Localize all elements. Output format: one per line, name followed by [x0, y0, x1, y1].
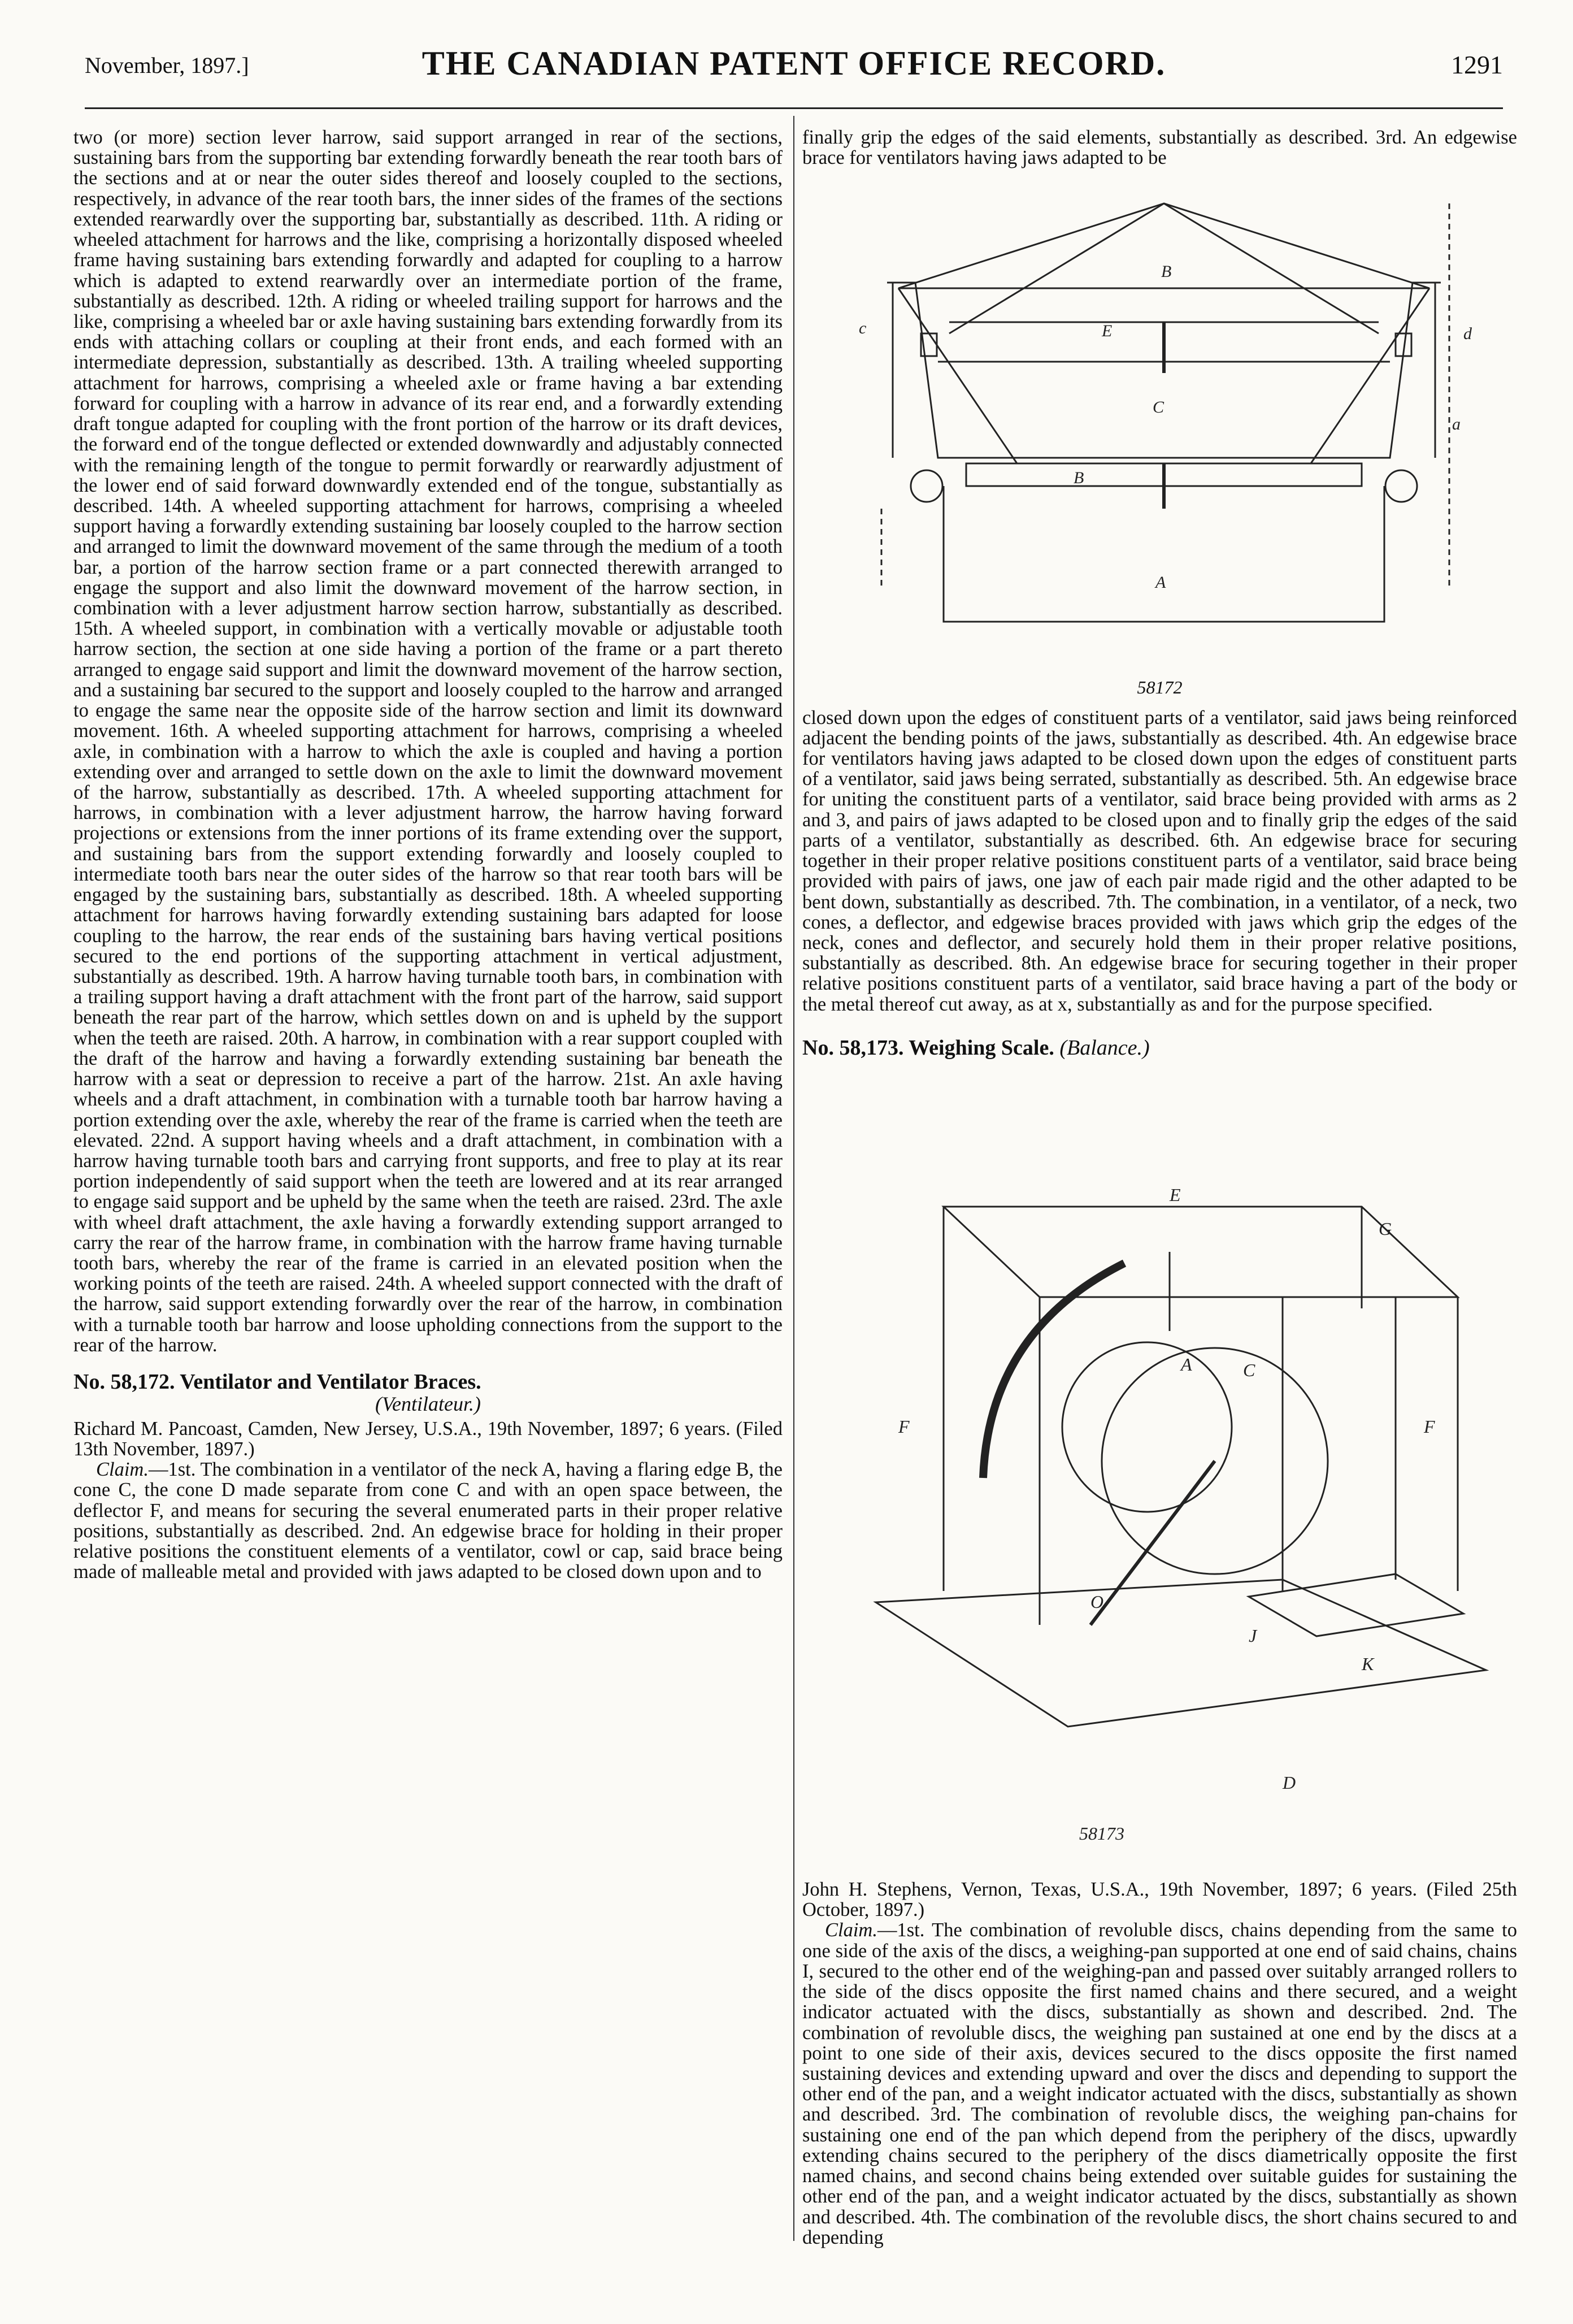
right-top-text: finally grip the edges of the said elements, substantially as described. 3rd. An edgewise brace for ventilators having jaws adapted to be	[802, 127, 1517, 169]
ventilator-figure	[836, 192, 1492, 678]
claim-paragraph-58173	[802, 1920, 1517, 2248]
patent-inventor-58172: Richard M. Pancoast, Camden, New Jersey, U.S.A., 19th November, 1897; 6 years. (Filed 13th November, 1897.)	[73, 1417, 783, 1460]
claim-paragraph-58172	[73, 1459, 783, 1582]
left-column	[73, 127, 783, 1582]
right-column-top	[802, 127, 1517, 168]
page-number: 1291	[1451, 50, 1503, 79]
svg-text:C: C	[1153, 398, 1164, 417]
patent2-subheading: (Balance.)	[1059, 1035, 1150, 1060]
svg-text:B: B	[1161, 262, 1172, 281]
svg-text:58173: 58173	[1079, 1823, 1124, 1844]
weighing-scale-drawing	[853, 1184, 1497, 1874]
svg-text:F: F	[1424, 1416, 1435, 1437]
patent2-heading: No. 58,173. Weighing Scale.	[802, 1035, 1054, 1060]
claim2-label: Claim.	[825, 1919, 877, 1941]
svg-text:a: a	[1452, 415, 1461, 433]
header-title: THE CANADIAN PATENT OFFICE RECORD.	[422, 45, 1166, 82]
ventilator-drawing	[836, 192, 1492, 678]
svg-text:c: c	[859, 319, 867, 337]
patent2-inventor: John H. Stephens, Vernon, Texas, U.S.A., 19th November, 1897; 6 years. (Filed 25th October, 1897.)	[802, 1879, 1517, 1921]
svg-text:E: E	[1102, 322, 1113, 340]
svg-text:G: G	[1379, 1219, 1392, 1239]
svg-text:D: D	[1283, 1772, 1296, 1793]
right-column-middle	[802, 678, 1517, 1060]
svg-text:O: O	[1090, 1592, 1104, 1612]
header-rule	[85, 107, 1503, 109]
svg-text:A: A	[1181, 1354, 1192, 1375]
svg-text:E: E	[1170, 1185, 1181, 1205]
svg-text:A: A	[1155, 573, 1166, 592]
patent-subheading-58172: (Ventilateur.)	[375, 1393, 481, 1416]
svg-text:K: K	[1362, 1654, 1374, 1674]
claim-label: Claim.	[96, 1459, 149, 1481]
claim-text: —1st. The combination in a ventilator of the neck A, having a flaring edge B, the cone C, the cone D made separate from cone C and with an open space between, the deflector F, and means for securing the several enumerated parts in their proper relative positions, substantially as described. 2nd. An edgewise brace for holding in their proper relative positions the constituent elements of a ventilator, cowl or cap, said brace being made of malleable metal and provided with jaws adapted to be closed down upon and to	[73, 1459, 783, 1583]
patent-heading-58173	[802, 1037, 1517, 1060]
svg-text:B: B	[1074, 469, 1084, 487]
claim2-text: —1st. The combination of revoluble discs, chains depending from the same to one side of the axis of the discs, a weighing-pan supported at one end of said chains, chains I, secured to the other end of the weighing-pan and passed over suitably arranged rollers to the side of the discs opposite the first named chains and there secured, and a weight indicator actuated with the discs, substantially as shown and described. 2nd. The combination of revoluble discs, the weighing pan sustained at one end by the discs at a point to one side of their axis, devices secured to the discs opposite the first named sustaining devices and extending upward and over the discs and depending to support the other end of the pan, and a weight indicator actuated with the discs, substantially as shown and described. 3rd. The combination of revoluble discs, the weighing pan-chains for sustaining one end of the pan which depend from the periphery of the discs, upwardly extending chains secured to the periphery of the discs diametrically opposite the first named chains, and second chains being extended over suitable guides for sustaining the other end of the pan, and a weight indicator actuated by the discs, substantially as shown and described. 4th. The combination of the revoluble discs, the short chains secured to and depending	[802, 1919, 1517, 2248]
page-header	[85, 44, 1503, 95]
svg-text:C: C	[1243, 1360, 1255, 1380]
column-divider	[793, 116, 794, 2241]
svg-text:d: d	[1463, 324, 1472, 343]
weighing-scale-figure	[853, 1184, 1497, 1874]
right-mid-text: closed down upon the edges of constituent parts of a ventilator, said jaws being reinforced adjacent the bending points of the jaws, substantially as described. 4th. An edgewise brace for ventilators having jaws adapted to be closed down upon the edges of constituent parts of a ventilator, said jaws being serrated, substantially as described. 5th. An edgewise brace for uniting the constituent parts of a ventilator, said brace being provided with arms as 2 and 3, and pairs of jaws adapted to be closed upon and to finally grip the edges of the said parts of a ventilator, substantially as described. 6th. An edgewise brace for securing together in their proper relative positions constituent parts of a ventilator, said brace being provided with pairs of jaws, one jaw of each pair made rigid and the other adapted to be bent down, substantially as described. 7th. The combination, in a ventilator, of a neck, two cones, a deflector, and edgewise braces provided with jaws which grip the edges of the neck, cones and deflector, and securely hold them in their proper relative positions, substantially as described. 8th. An edgewise brace for securing together in their proper relative positions constituent parts of a ventilator, said brace having a part of the body or the metal thereof cut away, as at x, substantially as and for the purpose specified.	[802, 706, 1517, 1015]
claims-continued-text: two (or more) section lever harrow, said support arranged in rear of the sections, sustaining bars from the supporting bar extending forwardly beneath the rear tooth bars of the sections and at or near the outer sides thereof and loosely coupled to the sections, respectively, in advance of the rear tooth bars, the inner sides of the frames of the sections extended rearwardly over the supporting bar, substantially as described. 11th. A riding or wheeled attachment for harrows and the like, comprising a horizontally disposed wheeled frame having sustaining bars extending forwardly and adapted for coupling to a harrow which is adapted to extend rearwardly over an intermediate portion of the frame, substantially as described. 12th. A riding or wheeled trailing support for harrows and the like, comprising a wheeled bar or axle having sustaining bars extending forwardly from its ends with attaching collars or coupling at their front ends, and each formed with an intermediate depression, substantially as described. 13th. A trailing wheeled supporting attachment for harrows, comprising a wheeled axle or frame having a bar extending forward for coupling with a harrow in advance of its rear end, and a forwardly extending draft tongue adapted for coupling with the front portion of the harrow or its draft devices, the forward end of the tongue deflected or extended downwardly and adjustably connected with the remaining length of the tongue to permit forwardly or rearwardly adjustment of the lower end of said forward downwardly extended end of the tongue, substantially as described. 14th. A wheeled supporting attachment for harrows, comprising a wheeled support having a forwardly extending sustaining bar loosely coupled to the harrow section and arranged to limit the downward movement of the same through the medium of a tooth bar, a portion of the harrow section frame or a part connected therewith arranged to engage the support and also limit the downward movement of the harrow section, in combination with a lever adjustment harrow section harrow, substantially as described. 15th. A wheeled support, in combination with a vertically movable or adjustable tooth harrow section, the section at one side having a portion of the frame or a part thereto arranged to engage said support and limit the downward movement of the harrow section, and a sustaining bar secured to the support and loosely coupled to the harrow and arranged to engage the same near the opposite side of the harrow section and limit its downward movement. 16th. A wheeled supporting attachment for harrows, comprising a wheeled axle, in combination with a harrow to which the axle is coupled and having a portion extending over and arranged to settle down on the axle to limit the downward movement of the harrow, substantially as described. 17th. A wheeled supporting attachment for harrows, in combination with a lever adjustment harrow, the harrow having forward projections or extensions from the inner portions of its frame extending over the support, and sustaining bars from the support extending forwardly and loosely coupled to intermediate tooth bars near the outer sides of the harrow so that rear tooth bars will be engaged by the sustaining bars, substantially as described. 18th. A wheeled supporting attachment for harrows having forwardly extending sustaining bars adapted for loose coupling to the harrow, the rear ends of the sustaining bars having vertical positions secured to the end portions of the supporting attachment in vertical adjustment, substantially as described. 19th. A harrow having turnable tooth bars, in combination with a trailing support having a draft attachment with the front part of the harrow, said support beneath the rear part of the harrow, which settles down on and is upheld by the support when the teeth are raised. 20th. A harrow, in combination with a rear support coupled with the draft of the harrow and having a forwardly extending sustaining bar beneath the harrow with a seat or depression to receive a part of the harrow. 21st. An axle having wheels and a draft attachment, in combination with a turnable tooth bar harrow having a portion extending over the axle, whereby the rear of the frame is carried when the teeth are elevated. 22nd. A support having wheels and a draft attachment, in combination with a harrow having turnable tooth bars and carrying front supports, and free to play at its rear portion independently of said support when the teeth are lowered and at its rear arranged to engage said support and be upheld by the same when the teeth are raised. 23rd. The axle with wheel draft attachment, the axle having a forwardly extending support arranged to carry the rear of the harrow frame, in combination with the harrow frame having turnable tooth bars, whereby the rear of the frame is carried in an elevated position when the working points of the teeth are raised. 24th. A wheeled support connected with the draft of the harrow, said support extending forwardly over the rear of the harrow, in combination with a turnable tooth bar harrow and loose upholding connections from the support to the rear of the harrow.	[73, 127, 783, 1356]
patent-heading-58172: No. 58,172. Ventilator and Ventilator Braces.	[73, 1370, 481, 1394]
header-date: November, 1897.]	[85, 53, 249, 78]
figure1-caption: 58172	[1137, 677, 1183, 697]
svg-text:F: F	[898, 1416, 910, 1437]
right-column-bottom	[802, 1879, 1517, 2248]
svg-text:J: J	[1249, 1625, 1257, 1646]
